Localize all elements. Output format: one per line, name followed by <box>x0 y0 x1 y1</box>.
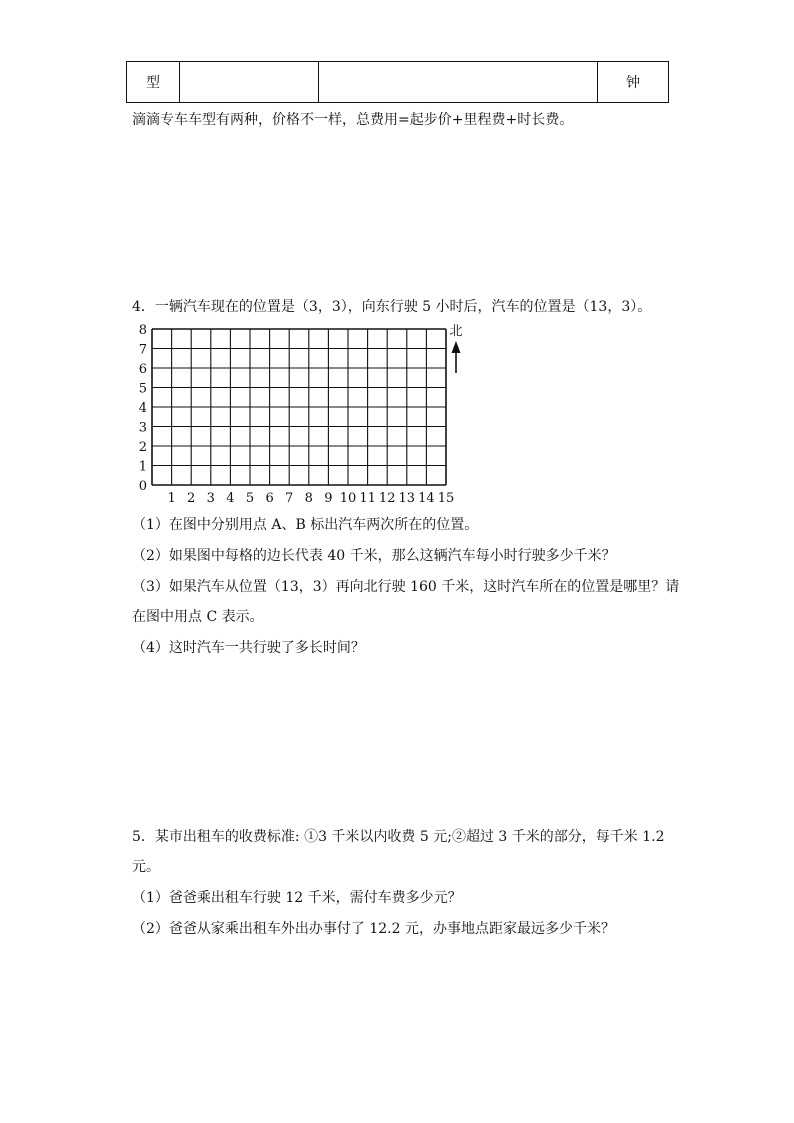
q5-stem-line-2: 元。 <box>132 859 160 875</box>
q5-part-1: （1）爸爸乘出租车行驶 12 千米，需付车费多少元？ <box>132 890 462 906</box>
q4-part-1: （1）在图中分别用点 A、B 标出汽车两次所在的位置。 <box>132 517 479 533</box>
y-tick-label: 0 <box>138 479 147 494</box>
x-tick-label: 12 <box>378 491 396 506</box>
north-arrow-icon <box>452 341 461 353</box>
x-tick-label: 13 <box>398 491 416 506</box>
north-label: 北 <box>449 324 463 339</box>
coordinate-grid <box>120 318 480 508</box>
y-tick-label: 8 <box>138 323 147 338</box>
y-tick-label: 6 <box>138 362 147 377</box>
y-tick-label: 3 <box>138 420 147 436</box>
table-cell-type: 型 <box>127 62 180 103</box>
x-tick-label: 7 <box>285 491 294 506</box>
table-cell-empty-1 <box>180 62 319 103</box>
x-tick-label: 15 <box>437 491 455 506</box>
x-tick-label: 9 <box>324 491 333 506</box>
q4-part-4: （4）这时汽车一共行驶了多长时间？ <box>132 640 365 656</box>
table-cell-empty-2 <box>319 62 598 103</box>
y-tick-label: 4 <box>138 401 147 416</box>
didi-note: 滴滴专车车型有两种，价格不一样，总费用=起步价+里程费+时长费。 <box>132 112 574 128</box>
q4-stem: 4．一辆汽车现在的位置是（3，3），向东行驶 5 小时后，汽车的位置是（13，3）。 <box>132 299 652 315</box>
fare-table <box>126 61 669 103</box>
y-tick-label: 2 <box>138 440 147 455</box>
table-row <box>127 62 669 103</box>
x-tick-label: 1 <box>167 491 176 506</box>
x-tick-label: 8 <box>304 491 313 506</box>
x-tick-label: 4 <box>226 491 235 506</box>
table-cell-minute: 钟 <box>598 62 669 103</box>
y-tick-label: 1 <box>138 459 147 475</box>
q4-part-3: （3）如果汽车从位置（13，3）再向北行驶 160 千米，这时汽车所在的位置是哪里？请 <box>132 579 680 595</box>
x-tick-label: 10 <box>339 491 357 506</box>
y-tick-label: 5 <box>138 381 147 397</box>
x-tick-label: 11 <box>359 491 376 506</box>
q5-stem-line-1: 5．某市出租车的收费标准: ①3 千米以内收费 5 元;②超过 3 千米的部分，每千米 1.2 <box>132 829 665 845</box>
q5-part-2: （2）爸爸从家乘出租车外出办事付了 12.2 元，办事地点距家最远多少千米？ <box>132 921 615 937</box>
x-tick-label: 5 <box>245 491 255 506</box>
x-tick-label: 3 <box>206 491 215 506</box>
x-tick-label: 6 <box>265 491 274 506</box>
q4-part-3-cont: 在图中用点 C 表示。 <box>132 609 264 625</box>
q4-part-2: （2）如果图中每格的边长代表 40 千米，那么这辆汽车每小时行驶多少千米？ <box>132 548 616 564</box>
x-tick-label: 2 <box>187 491 196 506</box>
x-tick-label: 14 <box>418 491 435 506</box>
y-tick-label: 7 <box>138 342 147 358</box>
